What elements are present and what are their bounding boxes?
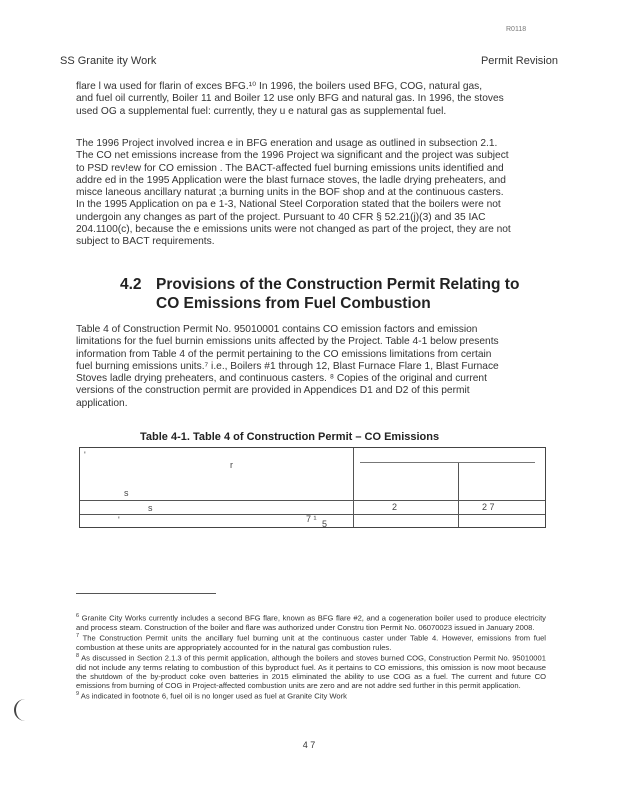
- project-line: subject to BACT requirements.: [76, 236, 215, 248]
- footnote: [76, 632, 546, 652]
- footnote: [76, 690, 546, 701]
- header-title: Permit Revision: [480, 55, 558, 67]
- footnote-text: As indicated in footnote 6, fuel oil is no longer used as fuel at Granite City Work: [80, 691, 347, 701]
- table-cell-fragment: ': [84, 450, 86, 460]
- table-cell-fragment: 2 7: [482, 502, 495, 512]
- section-title-line-1: Provisions of the Construction Permit Relating to: [156, 276, 520, 293]
- project-line: In the 1995 Application on pa e 1-3, National Steel Corporation stated that the boilers were not: [76, 199, 501, 211]
- project-line: The CO net emissions increase from the 1996 Project wa significant and the project was subject: [76, 150, 509, 162]
- table-cell-fragment: 2: [392, 502, 398, 512]
- table4-line: fuel burning emissions units.⁷ i.e., Boilers #1 through 12, Blast Furnace Flare 1, Blast Furnace: [76, 360, 499, 372]
- table-cell-fragment: ': [118, 515, 120, 525]
- footnote-text: Granite City Works currently includes a second BFG flare, known as BFG flare #2, and a cogeneration boiler used to produce electricity and process steam. Construction of the boiler and flare was authorized under Constru tion Permit No. 06070023 issued in January 2008.: [76, 613, 546, 632]
- table-row-divider: [80, 500, 545, 501]
- footnote-number: 7: [76, 632, 80, 639]
- section-number: 4.2: [120, 276, 142, 293]
- table4-line: Stoves ladle drying preheaters, and continuous casters. ⁸ Copies of the original and current: [76, 373, 487, 385]
- table-cell-fragment: s: [148, 503, 153, 513]
- table4-line: information from Table 4 of the permit pertaining to the CO emissions limitations from certain: [76, 348, 492, 360]
- table-title: Table 4-1. Table 4 of Construction Permit – CO Emissions: [140, 431, 440, 443]
- project-line: 204.1100(c), because the e emissions units were not changed as part of the project, they are not: [76, 224, 511, 236]
- table4-line: Table 4 of Construction Permit No. 95010001 contains CO emission factors and emission: [76, 324, 478, 335]
- footnote: [76, 652, 546, 690]
- intro-line: used OG a supplemental fuel: currently, they u e natural gas as supplemental fuel.: [76, 105, 447, 117]
- section-title-line-2: CO Emissions from Fuel Combustion: [156, 295, 431, 312]
- table-cell-fragment: r: [230, 460, 233, 470]
- footnotes: [76, 612, 546, 701]
- table-cell-fragment: 7 ¹: [306, 514, 317, 524]
- table-header-rule: [360, 462, 535, 463]
- footnote-number: 9: [76, 691, 80, 698]
- project-line: The 1996 Project involved increa e in BFG eneration and usage as outlined in subsection 2.1.: [76, 138, 498, 149]
- footnote: [76, 612, 546, 632]
- project-line: to PSD rev!ew for CO emission . The BACT-affected fuel burning emissions units identified and: [76, 162, 504, 174]
- table-column-divider: [458, 462, 459, 527]
- project-line: addre ed in the 1995 Application were the blast furnace stoves, the ladle drying preheaters, and: [76, 174, 506, 186]
- table-column-divider: [353, 448, 354, 527]
- footnote-number: 8: [76, 652, 80, 659]
- table-cell-fragment: s: [124, 488, 129, 498]
- scan-stamp: R0118: [506, 26, 527, 33]
- table4-paragraph: [76, 324, 546, 410]
- intro-line: flare l wa used for flarin of exces BFG.¹⁰ In 1996, the boilers used BFG, COG, natural gas,: [76, 81, 483, 92]
- co-emissions-table: [79, 447, 546, 528]
- table4-line: versions of the construction permit are provided in Appendices D1 and D2 of this permit: [76, 385, 470, 397]
- header-facility: SS Granite ity Work: [60, 55, 157, 67]
- intro-paragraph: [76, 81, 546, 118]
- footnote-text: The Construction Permit units the ancillary fuel burning unit at the continuous caster under Table 4. However, emissions from fuel combustion at these units are appropriately accounted for in the natural gas combustion rules.: [76, 633, 546, 652]
- running-header: [60, 55, 558, 69]
- footnote-text: As discussed in Section 2.1.3 of this permit application, although the boilers and stoves burned COG, Construction Permit No. 95010001 did not include any terms relating to combustion of this byproduct fuel. As it pertains to CO emissions, this omission is now moot because the shutdown of the by-product coke oven batteries in 2015 eliminated the ability to use COG as a fuel. The current and future CO emissions from burning of COG in Project-affected combustion units are zero and are not addre sed further in this permit application.: [76, 653, 546, 691]
- page-number: 4 7: [302, 740, 316, 750]
- project-paragraph: [76, 138, 546, 249]
- table4-line: limitations for the fuel burnin emissions units affected by the Project. Table 4-1 below presents: [76, 336, 499, 348]
- intro-line: and fuel oil currently, Boiler 11 and Boiler 12 use only BFG and natural gas. In 1996, the stoves: [76, 93, 504, 105]
- table4-line: application.: [76, 397, 128, 409]
- scan-artifact-mark: [14, 699, 28, 721]
- footnote-separator: [76, 593, 216, 594]
- project-line: misce laneous ancillary naturat ;a burning units in the BOF shop and at the continuous casters.: [76, 187, 504, 199]
- project-line: undergoin any changes as part of the project. Pursuant to 40 CFR § 52.21(j)(3) and 35 IAC: [76, 211, 486, 223]
- table-cell-fragment: 5: [322, 519, 328, 529]
- footnote-number: 6: [76, 613, 80, 619]
